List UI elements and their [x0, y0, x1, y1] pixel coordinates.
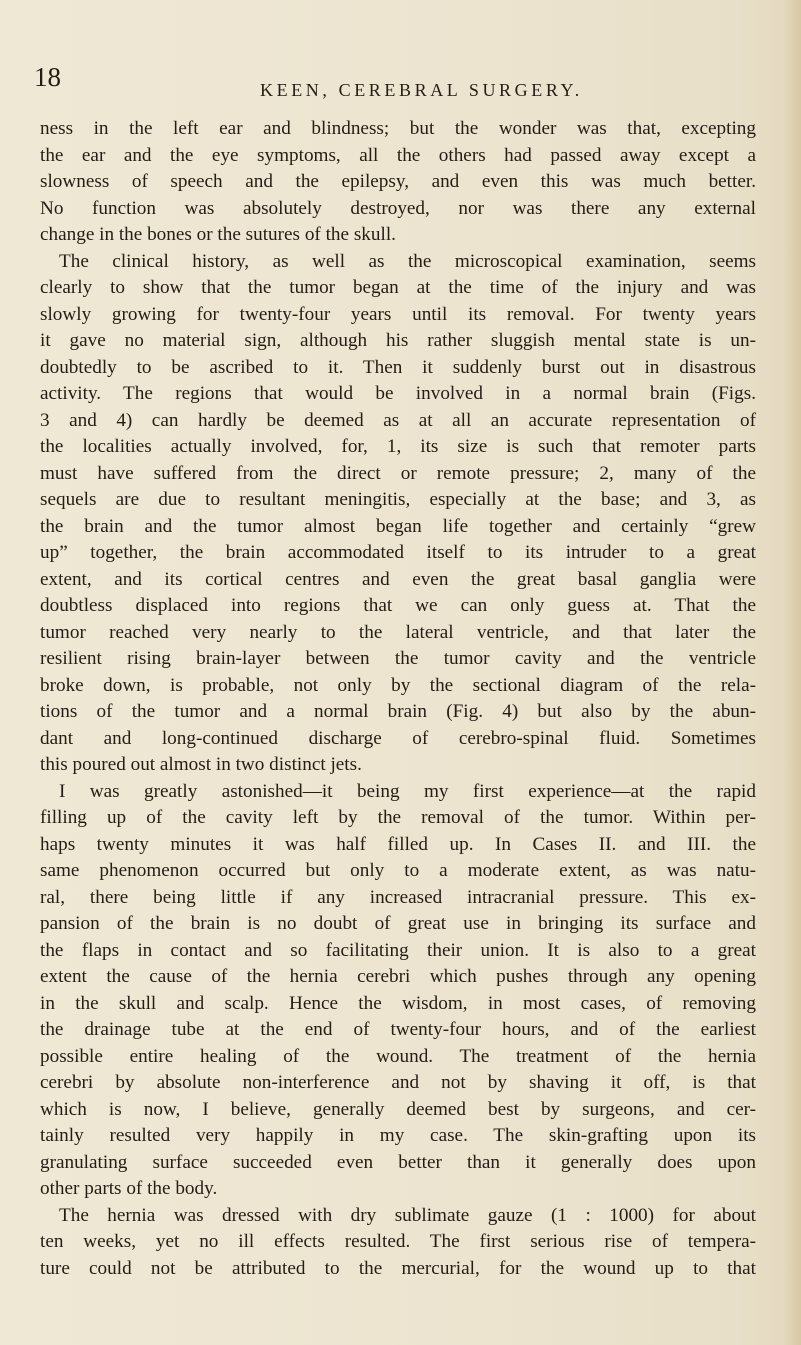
- text-line: must have suffered from the direct or remote pressure; 2, many of the: [40, 462, 756, 484]
- text-line: clearly to show that the tumor began at the time of the injury and was: [40, 277, 756, 298]
- body-text: [40, 116, 756, 1282]
- text-line: slowness of speech and the epilepsy, and even this was much better.: [40, 171, 756, 192]
- text-line: activity. The regions that would be involved in a normal brain (Figs.: [40, 383, 756, 404]
- text-line: tumor reached very nearly to the lateral ventricle, and that later the: [40, 621, 756, 643]
- text-line: it gave no material sign, although his rather sluggish mental state is un-: [40, 330, 756, 351]
- text-line: broke down, is probable, not only by the sectional diagram of the rela-: [40, 674, 756, 696]
- text-line: same phenomenon occurred but only to a moderate extent, as was natu-: [40, 860, 756, 881]
- text-line: sequels are due to resultant meningitis, especially at the base; and 3, as: [40, 489, 756, 510]
- text-line: the brain and the tumor almost began life together and certainly “grew: [40, 515, 756, 537]
- text-line: cerebri by absolute non-interference and not by shaving it off, is that: [40, 1072, 756, 1093]
- text-line: doubtless displaced into regions that we can only guess at. That the: [40, 595, 756, 616]
- page-header: [34, 62, 754, 102]
- text-line: extent, and its cortical centres and even the great basal ganglia were: [40, 568, 756, 590]
- text-line: dant and long-continued discharge of cerebro-spinal fluid. Sometimes: [40, 727, 756, 749]
- text-line: the flaps in contact and so facilitating their union. It is also to a great: [40, 939, 756, 961]
- text-line: 3 and 4) can hardly be deemed as at all an accurate representation of: [40, 409, 756, 431]
- text-line: ture could not be attributed to the mercurial, for the wound up to that: [40, 1257, 756, 1279]
- text-line: filling up of the cavity left by the removal of the tumor. Within per-: [40, 807, 756, 828]
- text-line: extent the cause of the hernia cerebri which pushes through any opening: [40, 966, 756, 987]
- text-line: The hernia was dressed with dry sublimate gauze (1 : 1000) for about: [59, 1204, 756, 1226]
- text-line: possible entire healing of the wound. The treatment of the hernia: [40, 1045, 756, 1067]
- text-line: ness in the left ear and blindness; but the wonder was that, excepting: [40, 118, 756, 139]
- text-line: granulating surface succeeded even better than it generally does upon: [40, 1151, 756, 1173]
- text-line: ten weeks, yet no ill effects resulted. The first serious rise of tempera-: [40, 1231, 756, 1252]
- text-line: in the skull and scalp. Hence the wisdom, in most cases, of removing: [40, 992, 756, 1014]
- text-line: other parts of the body.: [40, 1178, 218, 1199]
- text-line: the drainage tube at the end of twenty-four hours, and of the earliest: [40, 1019, 756, 1040]
- page-number: 18: [34, 62, 61, 92]
- text-line: resilient rising brain-layer between the tumor cavity and the ventricle: [40, 648, 756, 669]
- running-head: KEEN, CEREBRAL SURGERY.: [260, 80, 583, 100]
- text-line: this poured out almost in two distinct jets.: [40, 754, 362, 775]
- text-line: change in the bones or the sutures of the skull.: [40, 224, 396, 245]
- text-line: The clinical history, as well as the microscopical examination, seems: [59, 250, 756, 272]
- text-line: up” together, the brain accommodated itself to its intruder to a great: [40, 542, 756, 563]
- text-line: I was greatly astonished—it being my first experience—at the rapid: [59, 780, 756, 802]
- text-line: ral, there being little if any increased intracranial pressure. This ex-: [40, 886, 756, 908]
- text-line: which is now, I believe, generally deemed best by surgeons, and cer-: [40, 1098, 756, 1120]
- text-line: tions of the tumor and a normal brain (Fig. 4) but also by the abun-: [40, 701, 756, 722]
- page-edge-shadow: [783, 0, 801, 1345]
- text-line: the ear and the eye symptoms, all the others had passed away except a: [40, 144, 756, 166]
- text-line: the localities actually involved, for, 1, its size is such that remoter parts: [40, 436, 756, 457]
- text-line: pansion of the brain is no doubt of great use in bringing its surface and: [40, 913, 756, 934]
- text-line: No function was absolutely destroyed, nor was there any external: [40, 197, 756, 219]
- text-line: slowly growing for twenty-four years until its removal. For twenty years: [40, 303, 756, 325]
- text-line: doubtedly to be ascribed to it. Then it suddenly burst out in disastrous: [40, 356, 756, 378]
- text-line: haps twenty minutes it was half filled up. In Cases II. and III. the: [40, 833, 756, 855]
- text-line: tainly resulted very happily in my case. The skin-grafting upon its: [40, 1125, 756, 1146]
